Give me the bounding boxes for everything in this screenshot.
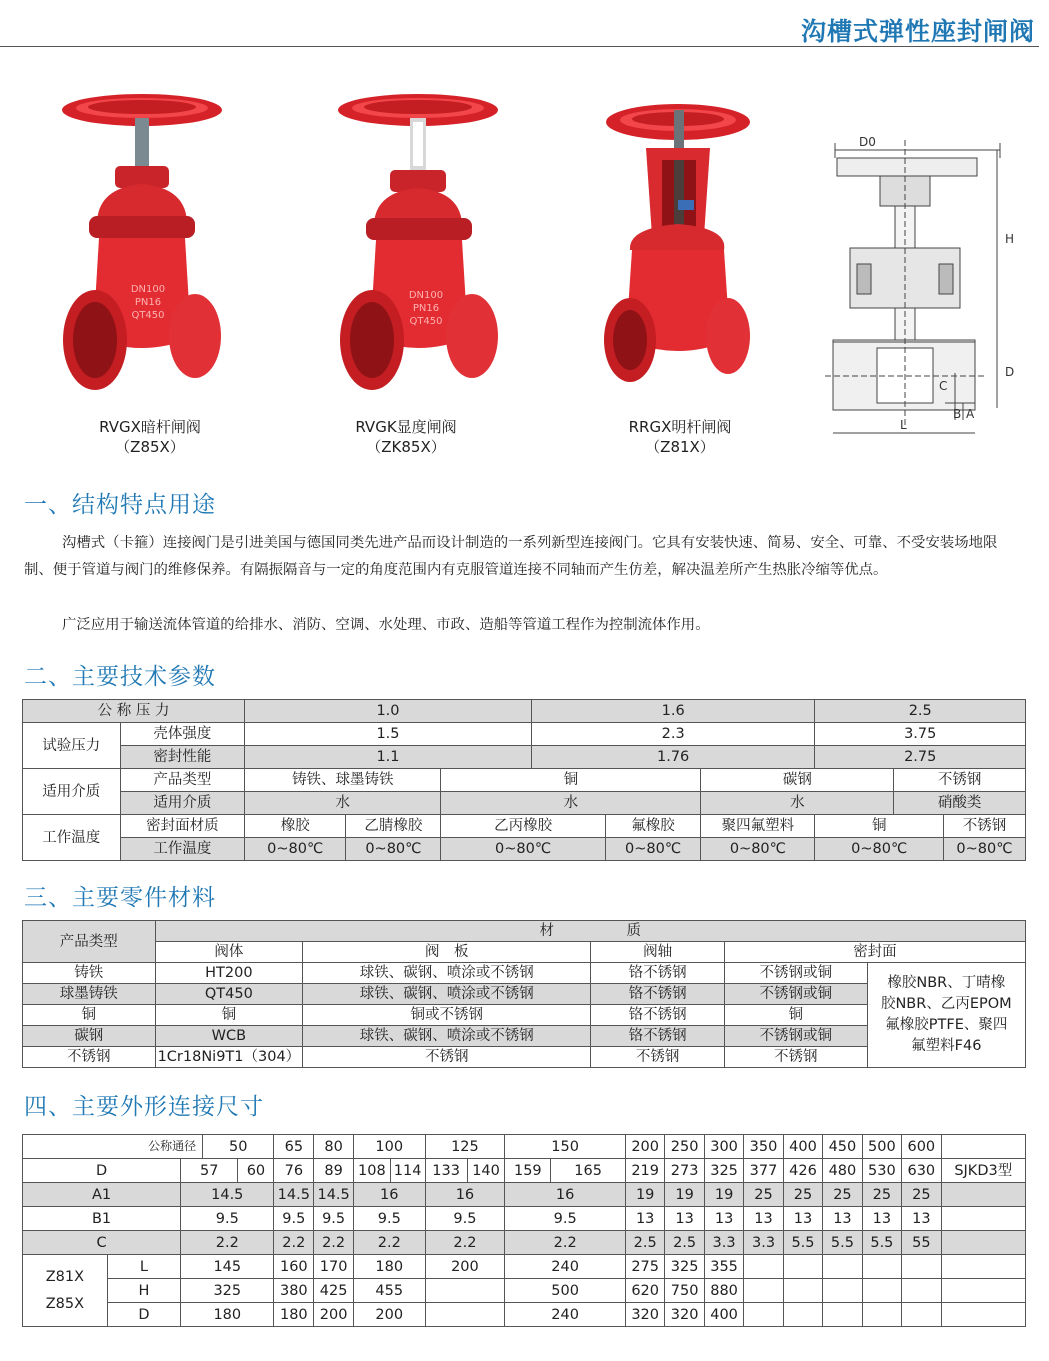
table-cell (941, 1303, 1025, 1327)
table-cell: 9.5 (274, 1207, 314, 1231)
table-row (23, 838, 1026, 861)
table-cell: 300 (704, 1135, 743, 1159)
table-cell: 60 (238, 1159, 274, 1183)
table-cell: 乙腈橡胶 (346, 815, 441, 838)
table-cell: 400 (704, 1303, 743, 1327)
table-cell: 150 (505, 1135, 626, 1159)
table-cell: 水 (441, 792, 701, 815)
table-cell: 不锈钢或铜 (724, 984, 867, 1005)
table-cell: 19 (704, 1183, 743, 1207)
table-cell (902, 1279, 941, 1303)
table-cell: 3.75 (815, 723, 1026, 746)
table-cell: 碳钢 (23, 1026, 156, 1047)
table-cell: 5.5 (862, 1231, 901, 1255)
table-cell: 25 (862, 1183, 901, 1207)
table-cell: 273 (665, 1159, 704, 1183)
table-cell: 2.2 (181, 1231, 274, 1255)
table-row (23, 1135, 1026, 1159)
table-cell: 108 (354, 1159, 391, 1183)
valve-body-text-1: DN100 (408, 290, 444, 301)
table-cell: 240 (505, 1303, 626, 1327)
table-cell: L (107, 1255, 180, 1279)
table-cell: 200 (625, 1135, 664, 1159)
table-cell: QT450 (155, 984, 303, 1005)
table-cell (744, 1255, 783, 1279)
table-cell: 325 (704, 1159, 743, 1183)
table-row (23, 942, 1026, 963)
section-heading-dimensions: 四、主要外形连接尺寸 (24, 1094, 264, 1120)
table-cell: 球铁、碳钢、喷涂或不锈钢 (303, 963, 591, 984)
table-cell: 9.5 (314, 1207, 354, 1231)
table-cell: 工作温度 (23, 815, 121, 861)
table-cell: 76 (274, 1159, 314, 1183)
table-cell: 2.2 (505, 1231, 626, 1255)
table-cell: 13 (823, 1207, 862, 1231)
table-cell: 530 (862, 1159, 901, 1183)
table-cell: 125 (425, 1135, 505, 1159)
seal-note-line: 橡胶NBR、丁晴橡 (887, 975, 1006, 991)
table-cell (823, 1255, 862, 1279)
valve-body-text-2: PN16 (412, 303, 440, 314)
table-cell: 1.5 (245, 723, 532, 746)
table-row (23, 1207, 1026, 1231)
table-cell: SJKD3型 (941, 1159, 1025, 1183)
table-cell: 55 (902, 1231, 941, 1255)
table-cell: 133 (425, 1159, 467, 1183)
table-cell: 0~80℃ (245, 838, 346, 861)
table-cell: 19 (625, 1183, 664, 1207)
table-cell: 2.2 (274, 1231, 314, 1255)
table-cell: 试验压力 (23, 723, 121, 769)
dimension-d: D (1005, 365, 1015, 379)
materials-table (22, 920, 1026, 1068)
table-cell: 3.3 (704, 1231, 743, 1255)
table-cell: 500 (862, 1135, 901, 1159)
table-cell: 57 (181, 1159, 238, 1183)
table-cell: D (23, 1159, 181, 1183)
table-cell: 0~80℃ (346, 838, 441, 861)
product-caption-z85x (60, 417, 240, 457)
table-cell: 450 (823, 1135, 862, 1159)
table-cell: 13 (862, 1207, 901, 1231)
table-cell: 13 (704, 1207, 743, 1231)
table-cell: 2.2 (314, 1231, 354, 1255)
table-cell: 密封性能 (120, 746, 245, 769)
table-cell: 170 (314, 1255, 354, 1279)
table-row (23, 746, 1026, 769)
table-cell (941, 1255, 1025, 1279)
table-cell: 5.5 (823, 1231, 862, 1255)
table-cell: 铜或不锈钢 (303, 1005, 591, 1026)
table-cell (823, 1279, 862, 1303)
table-cell: 355 (704, 1255, 743, 1279)
table-cell (941, 1279, 1025, 1303)
table-cell: 球铁、碳钢、喷涂或不锈钢 (303, 984, 591, 1005)
table-cell (941, 1231, 1025, 1255)
table-cell: 2.5 (815, 700, 1026, 723)
valve-image-z85x (55, 88, 235, 400)
table-cell: 2.3 (531, 723, 815, 746)
table-cell: 1.0 (245, 700, 532, 723)
table-cell: 1Cr18Ni9T1（304） (155, 1047, 303, 1068)
table-cell: 140 (467, 1159, 505, 1183)
dimension-b: B (953, 407, 962, 421)
valve-body-text-1: DN100 (130, 284, 166, 295)
table-cell: 聚四氟塑料 (701, 815, 815, 838)
model-group-cell (23, 1255, 108, 1327)
table-cell: 165 (551, 1159, 626, 1183)
table-cell: 880 (704, 1279, 743, 1303)
dimension-a: A (966, 407, 975, 421)
table-row (23, 921, 1026, 942)
table-cell: HT200 (155, 963, 303, 984)
valve-body-text-3: QT450 (131, 310, 165, 321)
table-cell: 水 (245, 792, 441, 815)
table-cell: 铜 (23, 1005, 156, 1026)
table-cell (425, 1303, 505, 1327)
features-paragraph-1: 沟槽式（卡箍）连接阀门是引进美国与德国同类先进产品而设计制造的一系列新型连接阀门。它具有安装快速、简易、安全、可靠、不受安装场地限制、便于管道与阀门的维修保养。有隔振隔音与一定的角度范围内有克服管道连接不同轴而产生仿差，解决温差所产生热胀冷缩等优点。 (24, 535, 998, 578)
table-cell: 铸铁、球墨铸铁 (245, 769, 441, 792)
table-cell (941, 1135, 1025, 1159)
table-cell: 25 (783, 1183, 822, 1207)
table-cell: 200 (314, 1303, 354, 1327)
product-code: （Z85X） (115, 438, 185, 456)
table-cell: 不锈钢 (894, 769, 1026, 792)
table-cell: 产品类型 (23, 921, 156, 963)
table-cell: 325 (181, 1279, 274, 1303)
section-heading-tech-params: 二、主要技术参数 (24, 664, 216, 690)
table-cell: 16 (354, 1183, 426, 1207)
table-cell: 2.5 (665, 1231, 704, 1255)
table-cell: 380 (274, 1279, 314, 1303)
table-cell: 13 (744, 1207, 783, 1231)
table-cell: 铬不锈钢 (591, 963, 725, 984)
product-caption-z81x (590, 417, 770, 457)
table-cell: 13 (902, 1207, 941, 1231)
table-cell: 0~80℃ (701, 838, 815, 861)
table-cell: 100 (354, 1135, 426, 1159)
table-cell: 240 (505, 1255, 626, 1279)
table-cell: 480 (823, 1159, 862, 1183)
valve-body-text-2: PN16 (134, 297, 162, 308)
seal-note-line: 胶NBR、乙丙EPOM (880, 996, 1012, 1012)
table-cell: 铜 (441, 769, 701, 792)
table-cell: 320 (665, 1303, 704, 1327)
table-row (23, 769, 1026, 792)
table-cell: 材 质 (155, 921, 1025, 942)
table-cell: H (107, 1279, 180, 1303)
features-paragraph-2: 广泛应用于输送流体管道的给排水、消防、空调、水处理、市政、造船等管道工程作为控制流体作用。 (62, 617, 710, 633)
table-cell: 橡胶 (245, 815, 346, 838)
table-cell (823, 1303, 862, 1327)
table-cell: 13 (625, 1207, 664, 1231)
valve-image-z81x (600, 100, 760, 400)
table-row (23, 1231, 1026, 1255)
section-heading-features: 一、结构特点用途 (24, 492, 216, 518)
table-cell: 密封面材质 (120, 815, 245, 838)
page-title: 沟槽式弹性座封闸阀 (800, 17, 1035, 46)
table-cell: WCB (155, 1026, 303, 1047)
table-cell: 16 (425, 1183, 505, 1207)
table-cell (941, 1183, 1025, 1207)
table-cell: 球墨铸铁 (23, 984, 156, 1005)
table-cell: 5.5 (783, 1231, 822, 1255)
table-cell: 不锈钢或铜 (724, 1026, 867, 1047)
table-cell: 114 (390, 1159, 425, 1183)
table-cell: 219 (625, 1159, 664, 1183)
product-name: RRGX明杆闸阀 (628, 418, 732, 436)
table-cell: 455 (354, 1279, 426, 1303)
corner-label: 公称通径 (148, 1139, 197, 1153)
table-cell: D (107, 1303, 180, 1327)
table-row (23, 963, 1026, 984)
table-cell: 160 (274, 1255, 314, 1279)
table-cell (862, 1255, 901, 1279)
table-cell: 14.5 (314, 1183, 354, 1207)
table-cell: 9.5 (425, 1207, 505, 1231)
model-label: Z81X (45, 1268, 85, 1285)
table-cell: 350 (744, 1135, 783, 1159)
table-cell: 2.75 (815, 746, 1026, 769)
table-cell: 750 (665, 1279, 704, 1303)
table-cell: 14.5 (181, 1183, 274, 1207)
table-cell: 公 称 压 力 (23, 700, 245, 723)
table-cell: 0~80℃ (441, 838, 605, 861)
table-cell: 铜 (155, 1005, 303, 1026)
table-cell: 14.5 (274, 1183, 314, 1207)
table-row (23, 1159, 1026, 1183)
table-cell: 65 (274, 1135, 314, 1159)
table-cell (783, 1303, 822, 1327)
table-cell: 铬不锈钢 (591, 1026, 725, 1047)
table-cell: 碳钢 (701, 769, 894, 792)
product-name: RVGK显度闸阀 (355, 418, 457, 436)
table-cell: 工作温度 (120, 838, 245, 861)
table-cell: 铜 (724, 1005, 867, 1026)
table-cell: 250 (665, 1135, 704, 1159)
dimension-l: L (900, 418, 907, 432)
section-heading-materials: 三、主要零件材料 (24, 885, 216, 911)
product-code: （ZK85X） (366, 438, 446, 456)
table-cell (862, 1303, 901, 1327)
table-cell (902, 1303, 941, 1327)
seal-note-line: 氟塑料F46 (911, 1038, 982, 1054)
table-cell (783, 1255, 822, 1279)
table-cell (941, 1207, 1025, 1231)
table-cell: 200 (354, 1303, 426, 1327)
table-cell (783, 1279, 822, 1303)
table-cell: 阀轴 (591, 942, 725, 963)
table-cell: 适用介质 (23, 769, 121, 815)
table-cell: 铬不锈钢 (591, 1005, 725, 1026)
table-cell: 氟橡胶 (605, 815, 701, 838)
table-cell: 145 (181, 1255, 274, 1279)
table-cell: 产品类型 (120, 769, 245, 792)
table-cell: 275 (625, 1255, 664, 1279)
table-cell: 0~80℃ (605, 838, 701, 861)
table-cell: 壳体强度 (120, 723, 245, 746)
table-cell: 89 (314, 1159, 354, 1183)
table-row (23, 815, 1026, 838)
table-cell: 9.5 (181, 1207, 274, 1231)
table-cell (902, 1255, 941, 1279)
table-cell: 50 (203, 1135, 274, 1159)
table-cell (862, 1279, 901, 1303)
table-cell: 铸铁 (23, 963, 156, 984)
table-cell: 600 (902, 1135, 941, 1159)
table-row (23, 700, 1026, 723)
seal-note-line: 氟橡胶PTFE、聚四 (885, 1017, 1008, 1033)
table-cell: 620 (625, 1279, 664, 1303)
table-cell: 铜 (815, 815, 944, 838)
valve-cross-section-drawing (825, 128, 1035, 458)
table-cell: 1.1 (245, 746, 532, 769)
title-divider (0, 46, 1039, 47)
table-row (23, 1183, 1026, 1207)
dimensions-table (22, 1134, 1026, 1327)
table-cell: 不锈钢 (591, 1047, 725, 1068)
table-cell (425, 1279, 505, 1303)
corner-header-cell (23, 1135, 203, 1159)
table-cell: 不锈钢 (303, 1047, 591, 1068)
table-cell: 2.5 (625, 1231, 664, 1255)
table-cell: 180 (274, 1303, 314, 1327)
table-cell: 水 (701, 792, 894, 815)
table-cell: 25 (902, 1183, 941, 1207)
table-cell (744, 1279, 783, 1303)
table-cell: 球铁、碳钢、喷涂或不锈钢 (303, 1026, 591, 1047)
table-cell: 阀体 (155, 942, 303, 963)
table-cell: 0~80℃ (943, 838, 1025, 861)
table-row (23, 792, 1026, 815)
tech-params-table (22, 699, 1026, 861)
table-cell: 3.3 (744, 1231, 783, 1255)
table-cell: 426 (783, 1159, 822, 1183)
product-code: （Z81X） (645, 438, 715, 456)
table-cell: B1 (23, 1207, 181, 1231)
table-cell: 80 (314, 1135, 354, 1159)
table-cell: 适用介质 (120, 792, 245, 815)
table-cell: 13 (783, 1207, 822, 1231)
table-cell: 159 (505, 1159, 551, 1183)
table-cell: 630 (902, 1159, 941, 1183)
table-cell: 铬不锈钢 (591, 984, 725, 1005)
table-cell: 阀 板 (303, 942, 591, 963)
dimension-h: H (1005, 232, 1015, 246)
table-cell: 9.5 (354, 1207, 426, 1231)
table-cell: 16 (505, 1183, 626, 1207)
table-cell: 400 (783, 1135, 822, 1159)
table-cell: 320 (625, 1303, 664, 1327)
product-caption-zk85x (316, 417, 496, 457)
table-row (23, 1279, 1026, 1303)
table-cell: 硝酸类 (894, 792, 1026, 815)
table-cell: 1.76 (531, 746, 815, 769)
valve-body-text-3: QT450 (409, 316, 443, 327)
product-name: RVGX暗杆闸阀 (99, 418, 201, 436)
table-cell: 425 (314, 1279, 354, 1303)
table-cell: 377 (744, 1159, 783, 1183)
table-cell: 500 (505, 1279, 626, 1303)
table-cell: 13 (665, 1207, 704, 1231)
table-row (23, 1255, 1026, 1279)
table-cell: A1 (23, 1183, 181, 1207)
table-cell: 25 (744, 1183, 783, 1207)
table-cell: 乙丙橡胶 (441, 815, 605, 838)
dimension-c: C (939, 379, 948, 393)
table-cell: 325 (665, 1255, 704, 1279)
table-row (23, 723, 1026, 746)
table-cell: 2.2 (425, 1231, 505, 1255)
table-cell: 180 (181, 1303, 274, 1327)
dimension-d0: D0 (859, 135, 876, 149)
table-cell: C (23, 1231, 181, 1255)
table-cell: 0~80℃ (815, 838, 944, 861)
table-cell: 不锈钢或铜 (724, 963, 867, 984)
table-cell: 密封面 (724, 942, 1025, 963)
seal-note-cell (867, 963, 1025, 1068)
valve-image-zk85x (330, 88, 510, 400)
table-cell: 不锈钢 (724, 1047, 867, 1068)
table-row (23, 1303, 1026, 1327)
table-cell: 25 (823, 1183, 862, 1207)
table-cell (744, 1303, 783, 1327)
table-cell: 180 (354, 1255, 426, 1279)
table-cell: 200 (425, 1255, 505, 1279)
table-cell: 19 (665, 1183, 704, 1207)
table-cell: 不锈钢 (943, 815, 1025, 838)
table-cell: 9.5 (505, 1207, 626, 1231)
table-cell: 1.6 (531, 700, 815, 723)
model-label: Z85X (45, 1295, 85, 1312)
table-cell: 2.2 (354, 1231, 426, 1255)
table-cell: 不锈钢 (23, 1047, 156, 1068)
